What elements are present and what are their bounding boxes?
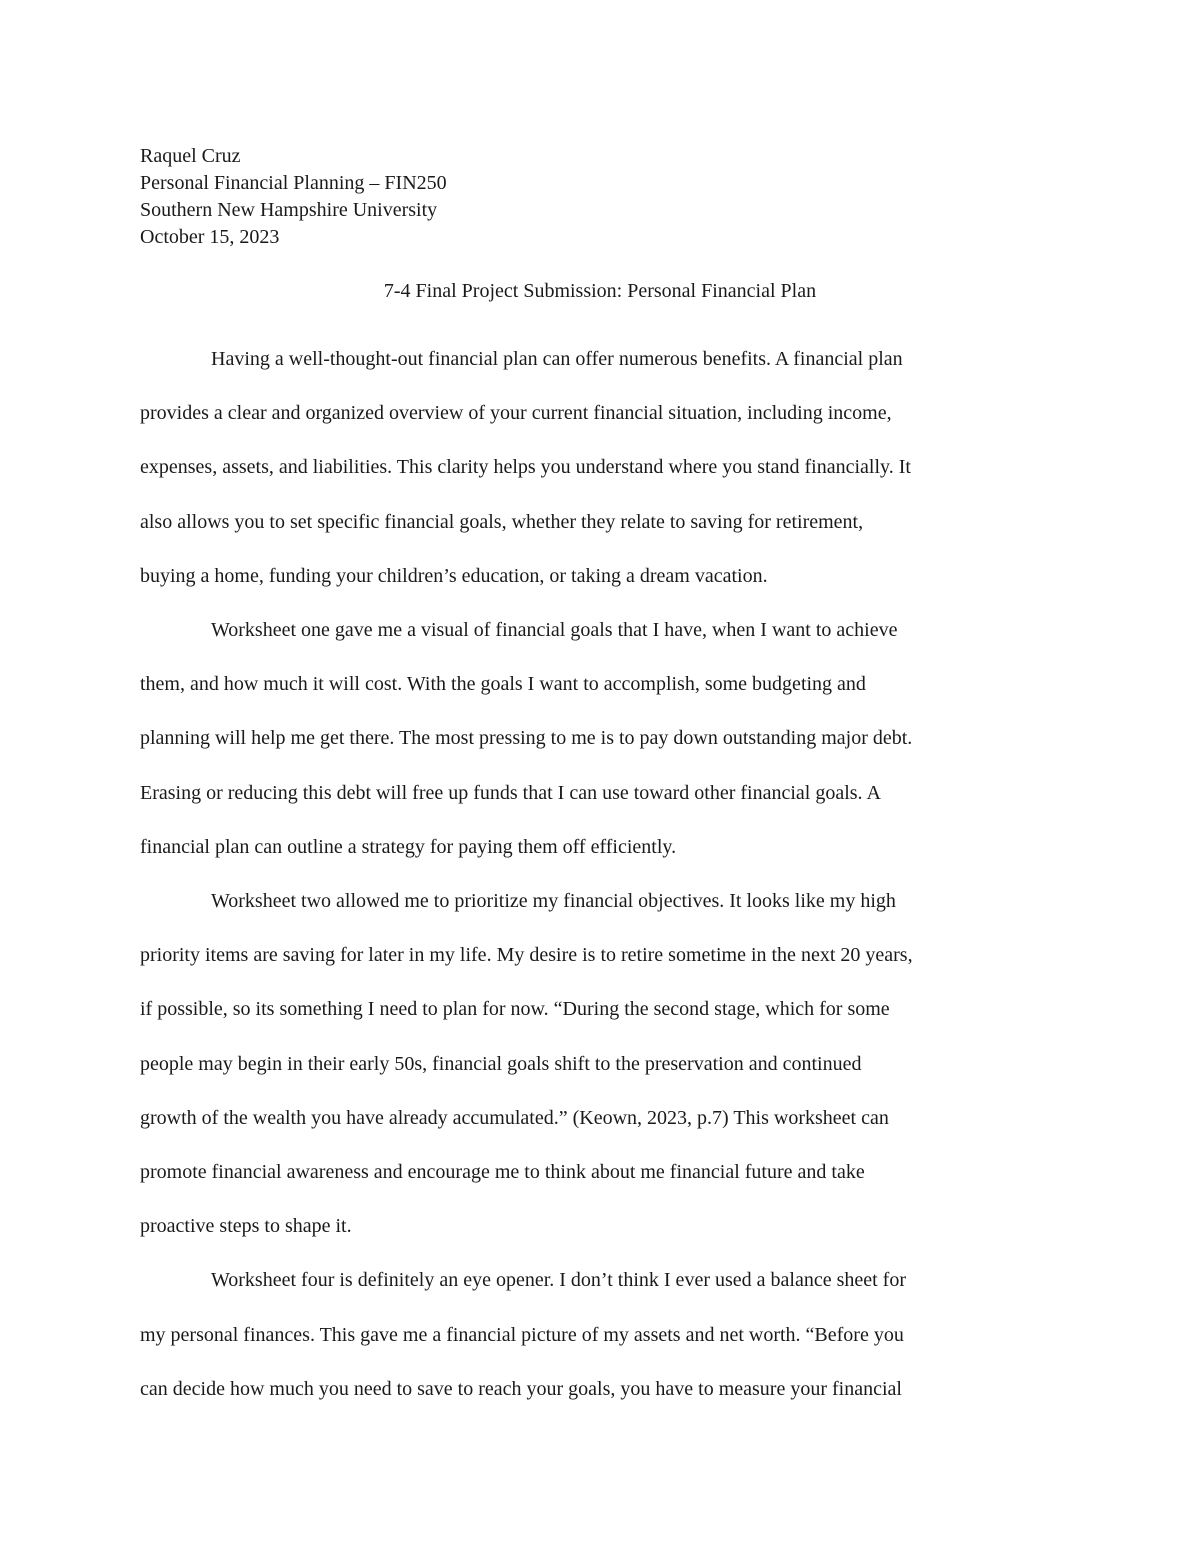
- paragraph-line: my personal finances. This gave me a financial picture of my assets and net worth. “Before you: [140, 1323, 904, 1346]
- paragraph-line: can decide how much you need to save to reach your goals, you have to measure your financial: [140, 1377, 902, 1400]
- paragraph-line: Having a well-thought-out financial plan can offer numerous benefits. A financial plan: [211, 348, 903, 370]
- document-title: 7-4 Final Project Submission: Personal Financial Plan: [383, 280, 817, 302]
- paragraph-line: promote financial awareness and encourage me to think about me financial future and take: [140, 1161, 865, 1184]
- paragraph-line: expenses, assets, and liabilities. This clarity helps you understand where you stand financially. It: [140, 456, 911, 479]
- paragraph-line: Worksheet four is definitely an eye opener. I don’t think I ever used a balance sheet for: [211, 1269, 906, 1292]
- paragraph-2: [140, 603, 1060, 874]
- paragraph-1: [140, 332, 1060, 603]
- paragraph-line: growth of the wealth you have already accumulated.” (Keown, 2023, p.7) This worksheet can: [140, 1106, 889, 1129]
- paragraph-line: proactive steps to shape it.: [140, 1215, 352, 1238]
- paragraph-line: buying a home, funding your children’s education, or taking a dream vacation.: [140, 564, 768, 587]
- paragraph-line: if possible, so its something I need to plan for now. “During the second stage, which for some: [140, 998, 890, 1021]
- paragraph-line: Erasing or reducing this debt will free up funds that I can use toward other financial goals. A: [140, 781, 881, 804]
- paragraph-line: provides a clear and organized overview of your current financial situation, including income,: [140, 402, 892, 425]
- paragraph-line: them, and how much it will cost. With the goals I want to accomplish, some budgeting and: [140, 673, 866, 696]
- document-body: [140, 332, 1060, 1416]
- course-name: Personal Financial Planning – FIN250: [140, 172, 447, 194]
- institution-name: Southern New Hampshire University: [140, 199, 438, 221]
- paragraph-line: financial plan can outline a strategy for paying them off efficiently.: [140, 835, 677, 858]
- paragraph-line: Worksheet two allowed me to prioritize my financial objectives. It looks like my high: [211, 890, 896, 913]
- paragraph-line: Worksheet one gave me a visual of financial goals that I have, when I want to achieve: [211, 619, 898, 642]
- paragraph-4: [140, 1253, 1060, 1416]
- paragraph-line: people may begin in their early 50s, financial goals shift to the preservation and continued: [140, 1052, 862, 1075]
- paragraph-line: also allows you to set specific financial goals, whether they relate to saving for retirement,: [140, 510, 864, 533]
- document-date: October 15, 2023: [140, 226, 280, 248]
- document-header: [140, 143, 1060, 251]
- paragraph-line: priority items are saving for later in my life. My desire is to retire sometime in the next 20 years,: [140, 944, 913, 967]
- paragraph-3: [140, 874, 1060, 1253]
- author-name: Raquel Cruz: [140, 145, 241, 167]
- paragraph-line: planning will help me get there. The most pressing to me is to pay down outstanding major debt.: [140, 727, 913, 750]
